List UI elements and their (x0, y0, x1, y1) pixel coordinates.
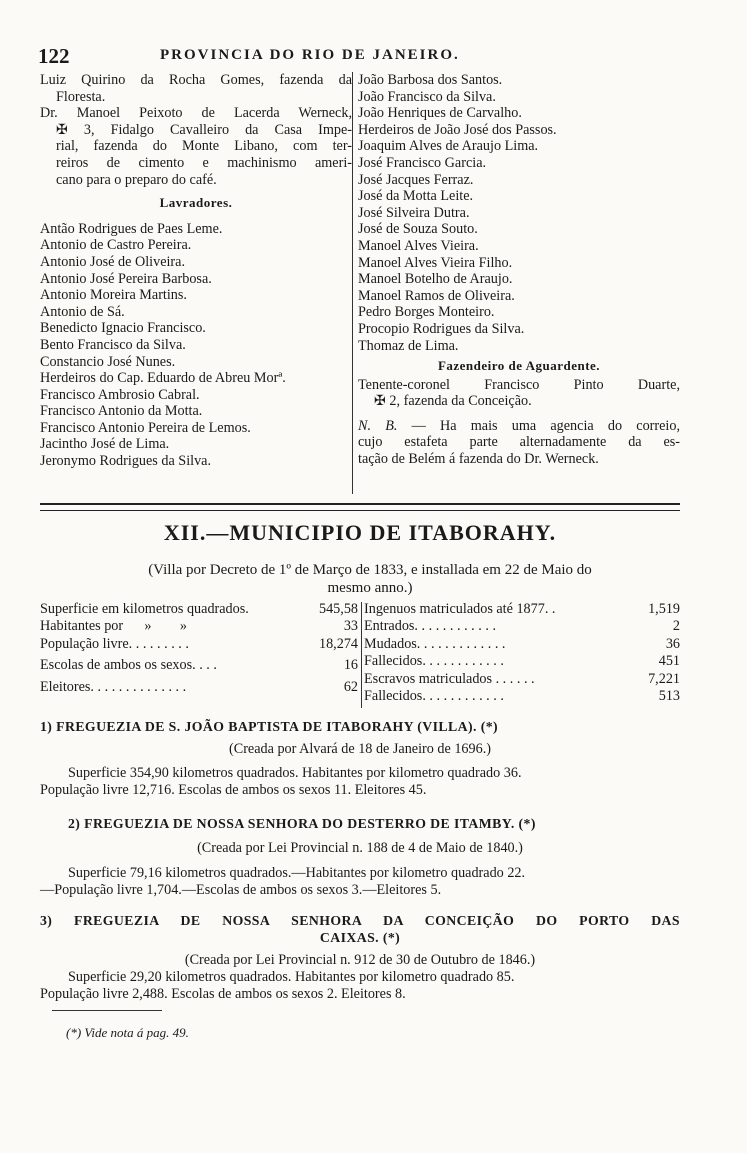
list-item: Francisco Antonio da Motta. (40, 403, 203, 420)
list-item: Herdeiros do Cap. Eduardo de Abreu Morª. (40, 370, 286, 387)
stat-value: 18,274 (318, 635, 358, 652)
stat-row (40, 636, 358, 653)
municipio-subtitle-line: mesmo anno.) (327, 580, 413, 596)
list-item: João Barbosa dos Santos. (358, 72, 503, 88)
freguezia-text: Superficie 29,20 kilometros quadrados. Habitantes por kilometro quadrado 85. (68, 969, 515, 985)
stat-row (364, 618, 680, 635)
freguezia-text: —População livre 1,704.—Escolas de ambos os sexos 3.—Eleitores 5. (40, 882, 442, 898)
aguardente-entry: Tenente-coronel Francisco Pinto Duarte, (358, 376, 680, 393)
municipio-subtitle-line: (Villa por Decreto de 1º de Março de 1833, e installada em 22 de Maio do (148, 562, 592, 578)
list-item: José de Souza Souto. (358, 221, 478, 238)
list-item: Manoel Ramos de Oliveira. (358, 287, 515, 304)
municipio-subtitle (60, 561, 680, 597)
stat-row (364, 601, 680, 618)
stat-label: Fallecidos. . . . . . . . . . . . (364, 688, 504, 705)
stat-row (364, 653, 680, 670)
stat-value: 36 (665, 635, 680, 652)
nota-bene (358, 418, 680, 435)
entry-continuation: cano para o preparo do café. (56, 171, 217, 188)
stat-label: Ingenuos matriculados até 1877. . (364, 601, 556, 617)
stat-label: Fallecidos. . . . . . . . . . . . (364, 653, 504, 670)
aguardente-entry-continuation: ✠ 2, fazenda da Conceição. (374, 393, 532, 410)
list-item: Constancio José Nunes. (40, 353, 176, 370)
stats-right (364, 601, 680, 705)
stat-label: Mudados. . . . . . . . . . . . . (364, 635, 506, 652)
list-item: José Silveira Dutra. (358, 204, 470, 221)
freguezia-heading: 1) FREGUEZIA DE S. JOÃO BAPTISTA DE ITABORAHY (VILLA). (*) (40, 719, 498, 734)
section-divider (40, 503, 680, 511)
list-item: Antonio Moreira Martins. (40, 287, 187, 304)
stat-row (364, 636, 680, 653)
list-item: Pedro Borges Monteiro. (358, 304, 495, 321)
freguezia-text: População livre 12,716. Escolas de ambos os sexos 11. Eleitores 45. (40, 782, 427, 798)
entry-first-line: Luiz Quirino da Rocha Gomes, fazenda da (40, 72, 352, 88)
stats-left (40, 601, 358, 696)
freguezia-heading-continuation: CAIXAS. (*) (319, 930, 401, 945)
stat-label: Habitantes por » » (40, 618, 187, 635)
stat-label: Escravos matriculados . . . . . . (364, 670, 535, 687)
list-item: Manoel Alves Vieira. (358, 237, 479, 254)
footnote-rule (52, 1010, 162, 1011)
freguezia-heading: 3) FREGUEZIA DE NOSSA SENHORA DA CONCEIÇÃO DO PORTO DAS (40, 913, 680, 928)
stat-row (40, 657, 358, 674)
list-item: José Francisco Garcia. (358, 154, 487, 171)
nb-label: N. B. (358, 417, 398, 434)
entry-continuation: reiros de cimento e machinismo ameri- (56, 154, 352, 171)
stat-value: 33 (343, 618, 358, 635)
stat-row (364, 688, 680, 705)
running-title: PROVINCIA DO RIO DE JANEIRO. (160, 47, 460, 63)
list-item: Benedicto Ignacio Francisco. (40, 320, 206, 337)
list-item: Antonio de Sá. (40, 303, 125, 320)
stat-label: Eleitores. . . . . . . . . . . . . . (40, 678, 187, 695)
stat-label: Superficie em kilometros quadrados. (40, 601, 249, 617)
stat-value: 2 (672, 618, 680, 635)
list-item: Antonio José Pereira Barbosa. (40, 270, 212, 287)
freguezia-text: População livre 2,488. Escolas de ambos os sexos 2. Eleitores 8. (40, 986, 406, 1002)
column-divider (352, 72, 353, 494)
freguezia-text: Superficie 354,90 kilometros quadrados. Habitantes por kilometro quadrado 36. (68, 765, 522, 781)
list-item: Manoel Alves Vieira Filho. (358, 254, 513, 271)
list-item: Antonio José de Oliveira. (40, 253, 185, 270)
freguezia-1 (40, 718, 680, 799)
list-item: Antonio de Castro Pereira. (40, 237, 192, 254)
nb-text: — Ha mais uma agencia do correio, (411, 417, 680, 434)
list-item: Manoel Botelho de Araujo. (358, 271, 513, 288)
freguezia-2 (40, 815, 680, 899)
stat-label: Entrados. . . . . . . . . . . . (364, 618, 497, 635)
lavradores-heading: Lavradores. (159, 195, 233, 211)
stat-value: 451 (658, 653, 680, 670)
stat-value: 545,58 (318, 601, 358, 617)
freguezia-creation: (Creada por Lei Provincial n. 188 de 4 de Maio de 1840.) (197, 840, 523, 856)
left-column (40, 72, 352, 470)
list-item: Francisco Ambrosio Cabral. (40, 386, 200, 403)
stat-value: 1,519 (648, 601, 680, 617)
list-item: José da Motta Leite. (358, 188, 474, 205)
list-item: Antão Rodrigues de Paes Leme. (40, 220, 223, 237)
list-item: Francisco Antonio Pereira de Lemos. (40, 419, 251, 436)
municipio-title: XII.—MUNICIPIO DE ITABORAHY. (163, 520, 557, 545)
list-item: José Jacques Ferraz. (358, 171, 474, 188)
list-item: Jeronymo Rodrigues da Silva. (40, 453, 212, 470)
freguezia-creation: (Creada por Lei Provincial n. 912 de 30 de Outubro de 1846.) (184, 952, 536, 968)
list-item: João Henriques de Carvalho. (358, 105, 522, 122)
stats-divider (361, 602, 362, 708)
stat-label: População livre. . . . . . . . . (40, 635, 189, 652)
list-item: Herdeiros de João José dos Passos. (358, 121, 557, 138)
stat-value: 16 (343, 657, 358, 674)
list-item: Thomaz de Lima. (358, 337, 459, 354)
entry-continuation: rial, fazenda do Monte Libano, com ter- (56, 138, 352, 155)
stat-row (40, 679, 358, 696)
freguezia-3 (40, 912, 680, 1003)
footnote: (*) Vide nota á pag. 49. (66, 1025, 189, 1040)
freguezia-creation: (Creada por Alvará de 18 de Janeiro de 1696.) (229, 741, 491, 757)
list-item: Bento Francisco da Silva. (40, 336, 186, 353)
stat-value: 513 (658, 688, 680, 705)
page-number: 122 (38, 44, 70, 68)
aguardente-heading: Fazendeiro de Aguardente. (437, 358, 601, 374)
list-item: Jacintho José de Lima. (40, 436, 170, 453)
list-item: João Francisco da Silva. (358, 88, 496, 105)
stat-value: 7,221 (648, 670, 680, 687)
list-item: Procopio Rodrigues da Silva. (358, 320, 525, 337)
nb-text: tação de Belém á fazenda do Dr. Werneck. (358, 451, 599, 468)
entry-continuation: ✠ 3, Fidalgo Cavalleiro da Casa Impe- (56, 121, 352, 138)
entry-continuation: Floresta. (56, 88, 106, 105)
stat-label: Escolas de ambos os sexos. . . . (40, 657, 217, 674)
stat-row (40, 618, 358, 635)
right-column (358, 72, 680, 468)
freguezia-heading: 2) FREGUEZIA DE NOSSA SENHORA DO DESTERRO DE ITAMBY. (*) (68, 816, 536, 831)
stat-value: 62 (343, 678, 358, 695)
stat-row (364, 671, 680, 688)
nb-text: cujo estafeta parte alternadamente da es- (358, 434, 680, 451)
freguezia-text: Superficie 79,16 kilometros quadrados.—Habitantes por kilometro quadrado 22. (68, 865, 526, 881)
list-item: Joaquim Alves de Araujo Lima. (358, 138, 539, 155)
stat-row (40, 601, 358, 618)
entry-first-line: Dr. Manoel Peixoto de Lacerda Werneck, (40, 105, 352, 122)
